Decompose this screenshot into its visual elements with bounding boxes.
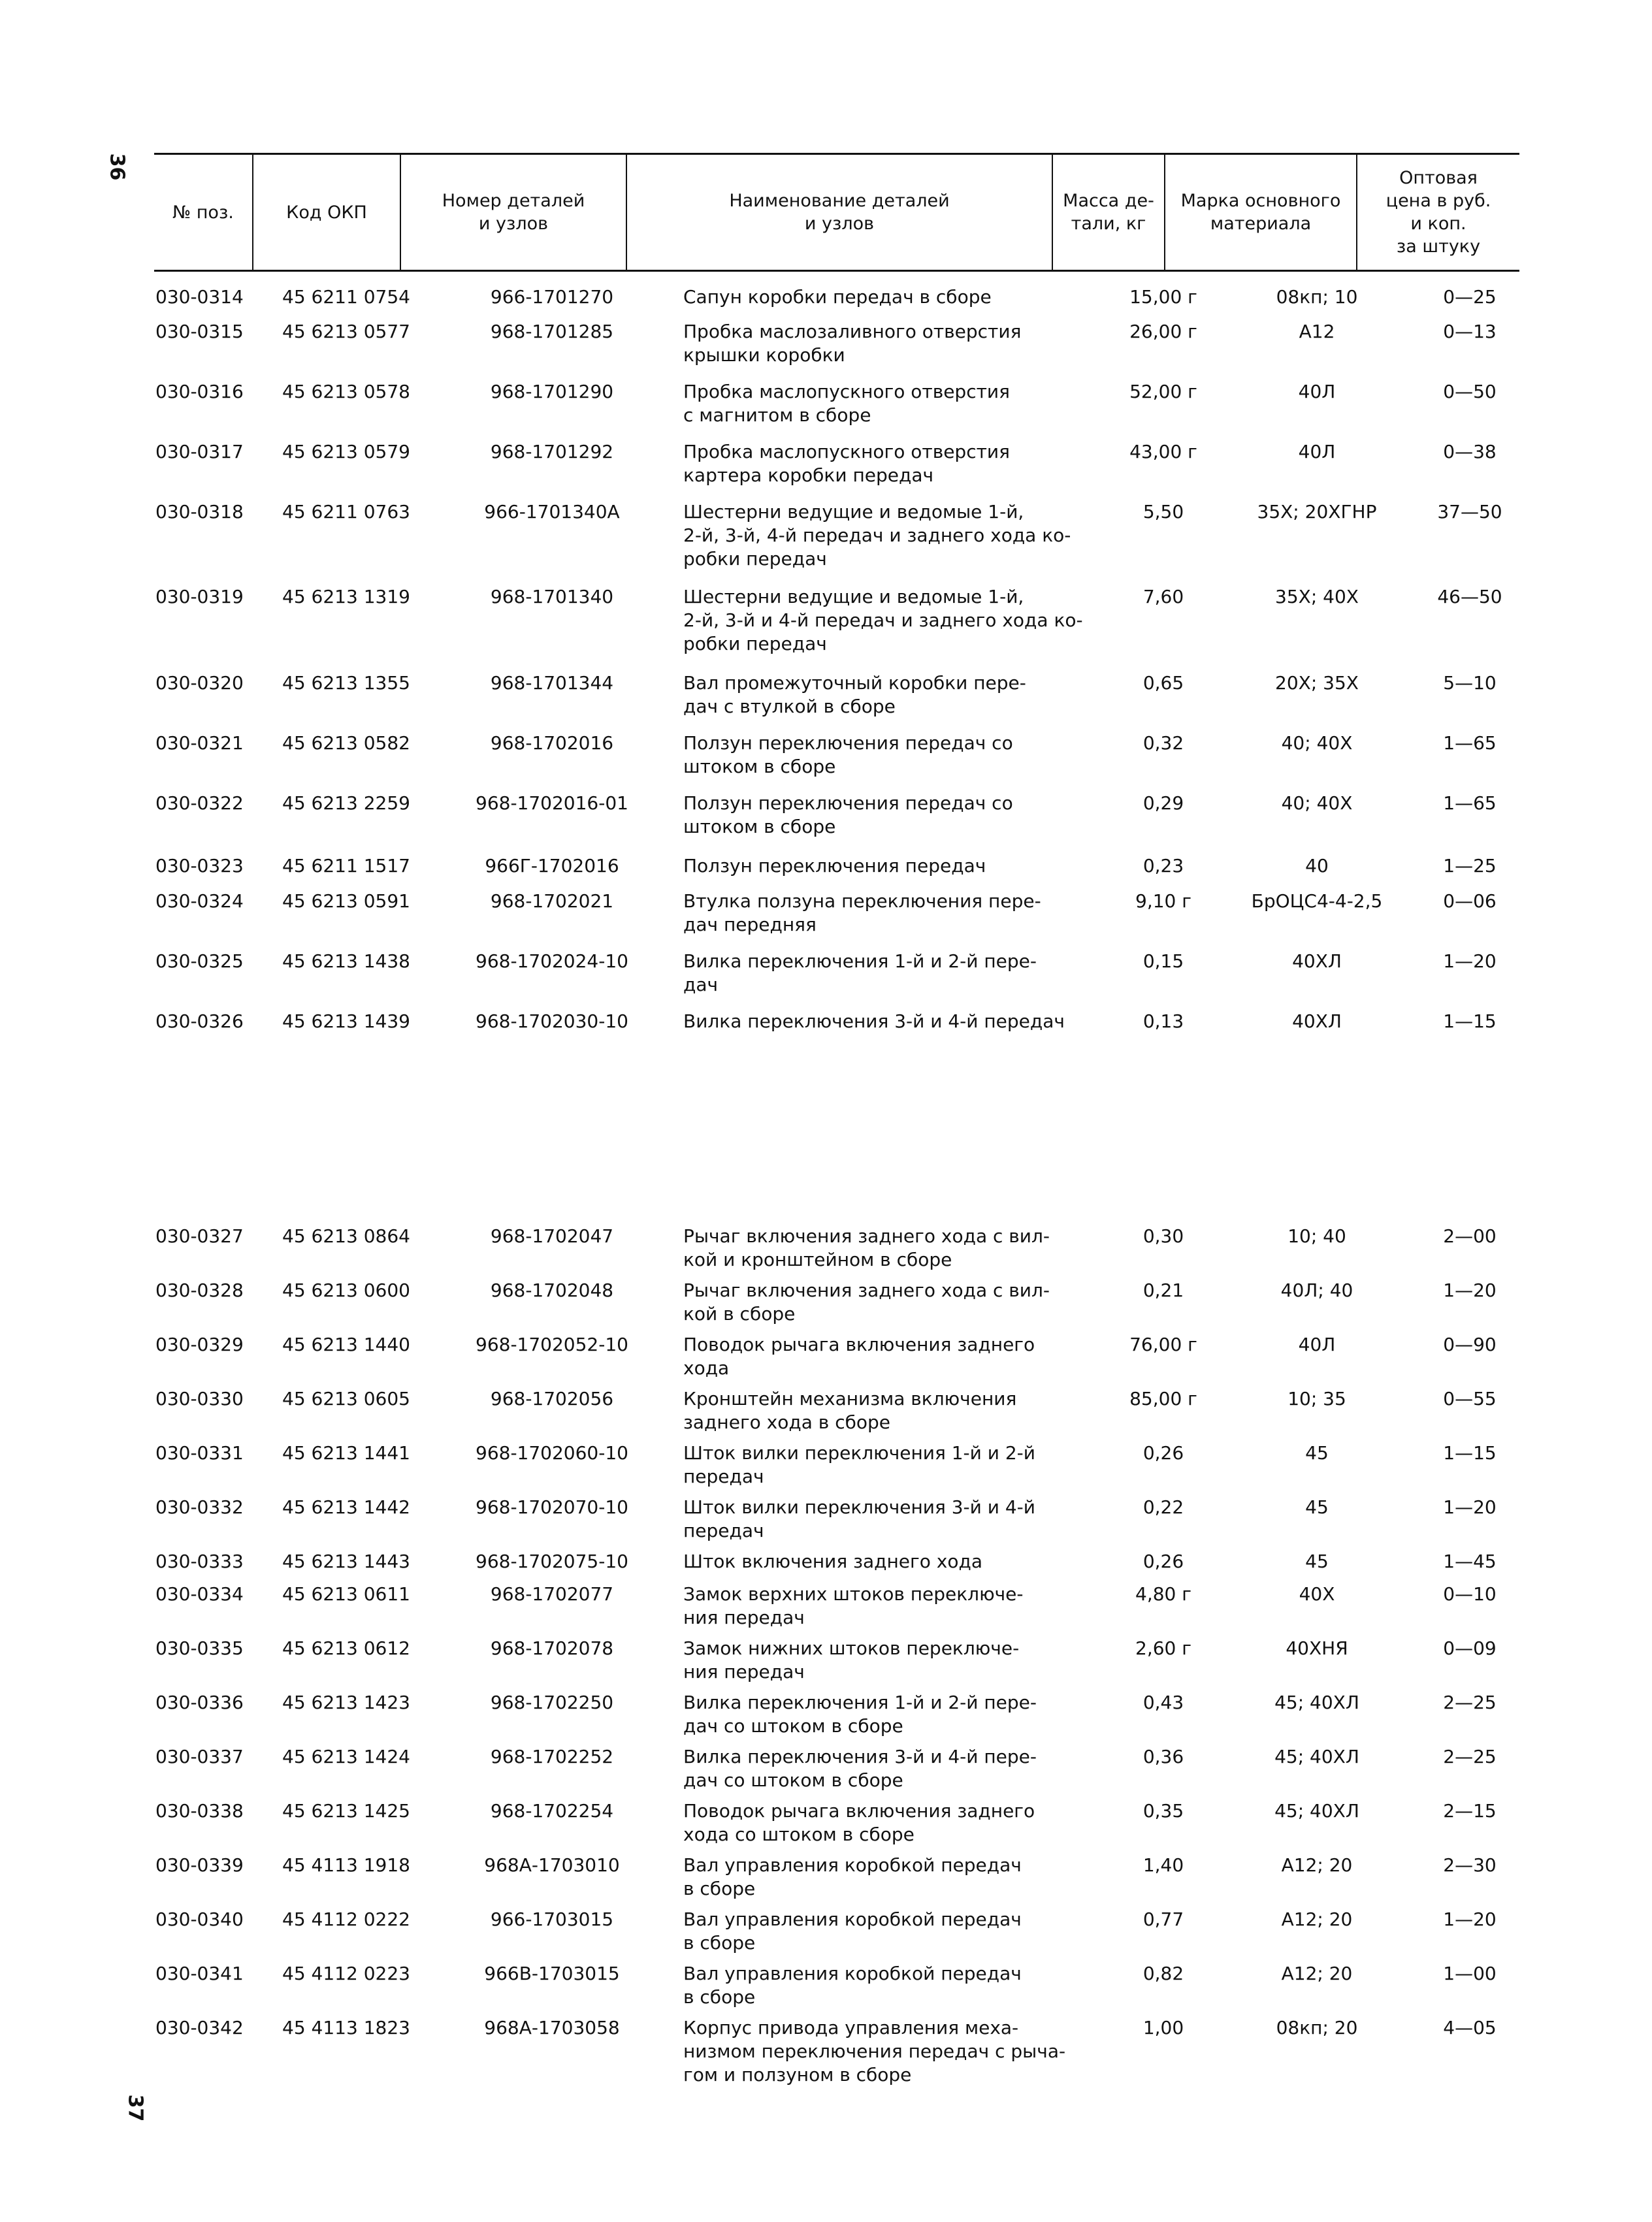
cell-material: 40 <box>1305 855 1329 877</box>
cell-price: 5—10 <box>1443 672 1497 694</box>
cell-mass: 0,32 <box>1142 732 1184 754</box>
cell-part-number: 968-1702250 <box>490 1692 614 1713</box>
cell-material: 40Л <box>1298 381 1336 402</box>
cell-material: А12; 20 <box>1281 1908 1353 1930</box>
cell-pos: 030-0314 <box>155 286 244 308</box>
cell-price: 0—10 <box>1443 1583 1497 1605</box>
cell-part-number: 968-1702016-01 <box>476 792 628 814</box>
cell-price: 1—45 <box>1443 1551 1497 1572</box>
cell-pos: 030-0329 <box>155 1334 244 1355</box>
cell-price: 0—25 <box>1443 286 1497 308</box>
cell-mass: 0,26 <box>1142 1442 1184 1464</box>
cell-part-name: Ползун переключения передач <box>683 855 986 877</box>
cell-part-name: Вал управления коробкой передач в сборе <box>683 1854 1022 1899</box>
cell-material: 45; 40ХЛ <box>1274 1746 1359 1767</box>
cell-part-name: Шестерни ведущие и ведомые 1-й, 2-й, 3-й, 4-й передач и заднего хода ко- робки передач <box>683 501 1071 570</box>
cell-material: 40Х <box>1299 1583 1335 1605</box>
cell-material: 40Л <box>1298 1334 1336 1355</box>
cell-mass: 0,43 <box>1142 1692 1184 1713</box>
cell-mass: 4,80 г <box>1135 1583 1191 1605</box>
cell-okp: 45 6213 0611 <box>282 1583 410 1605</box>
cell-material: 40; 40Х <box>1281 792 1353 814</box>
cell-part-name: Вал управления коробкой передач в сборе <box>683 1963 1022 2008</box>
cell-part-name: Ползун переключения передач со штоком в сборе <box>683 732 1013 777</box>
cell-pos: 030-0318 <box>155 501 244 523</box>
cell-price: 0—50 <box>1443 381 1497 402</box>
cell-part-number: 968-1702030-10 <box>476 1010 628 1032</box>
cell-okp: 45 6213 0612 <box>282 1637 410 1659</box>
cell-pos: 030-0323 <box>155 855 244 877</box>
header-price: Оптовая цена в руб. и коп. за штуку <box>1356 155 1519 270</box>
cell-material: 40ХНЯ <box>1286 1637 1348 1659</box>
cell-pos: 030-0339 <box>155 1854 244 1876</box>
cell-pos: 030-0322 <box>155 792 244 814</box>
cell-part-number: 968-1701340 <box>490 586 614 607</box>
cell-price: 2—25 <box>1443 1746 1497 1767</box>
cell-part-number: 968-1702048 <box>490 1280 614 1301</box>
cell-part-name: Сапун коробки передач в сборе <box>683 286 992 308</box>
cell-pos: 030-0324 <box>155 890 244 912</box>
cell-pos: 030-0342 <box>155 2017 244 2038</box>
cell-mass: 85,00 г <box>1129 1388 1197 1409</box>
cell-price: 0—09 <box>1443 1637 1497 1659</box>
cell-okp: 45 6211 1517 <box>282 855 410 877</box>
cell-okp: 45 6213 1439 <box>282 1010 410 1032</box>
cell-material: 08кп; 20 <box>1276 2017 1358 2038</box>
cell-part-number: 968-1702078 <box>490 1637 614 1659</box>
cell-okp: 45 6213 1424 <box>282 1746 410 1767</box>
cell-part-number: 968-1702070-10 <box>476 1496 628 1518</box>
cell-okp: 45 6213 1440 <box>282 1334 410 1355</box>
cell-mass: 0,30 <box>1142 1225 1184 1247</box>
cell-part-number: 966Г-1702016 <box>485 855 619 877</box>
cell-okp: 45 4112 0223 <box>282 1963 410 1984</box>
cell-okp: 45 6213 0577 <box>282 321 410 342</box>
cell-part-name: Корпус привода управления меха- низмом переключения передач с рыча- гом и ползуном в сборе <box>683 2017 1066 2085</box>
cell-material: 40; 40Х <box>1281 732 1353 754</box>
cell-price: 0—38 <box>1443 441 1497 462</box>
cell-part-name: Замок верхних штоков переключе- ния передач <box>683 1583 1024 1628</box>
cell-material: 35Х; 40Х <box>1275 586 1359 607</box>
cell-price: 0—55 <box>1443 1388 1497 1409</box>
cell-part-name: Рычаг включения заднего хода с вил- кой в сборе <box>683 1280 1050 1325</box>
cell-part-name: Шток вилки переключения 1-й и 2-й передач <box>683 1442 1035 1487</box>
cell-part-name: Кронштейн механизма включения заднего хода в сборе <box>683 1388 1017 1433</box>
cell-okp: 45 6213 1442 <box>282 1496 410 1518</box>
cell-okp: 45 6213 1438 <box>282 950 410 972</box>
header-part-number: Номер деталей и узлов <box>400 155 626 270</box>
cell-mass: 0,82 <box>1142 1963 1184 1984</box>
cell-pos: 030-0326 <box>155 1010 244 1032</box>
cell-okp: 45 6211 0754 <box>282 286 410 308</box>
cell-okp: 45 6213 0591 <box>282 890 410 912</box>
cell-mass: 0,36 <box>1142 1746 1184 1767</box>
cell-mass: 0,77 <box>1142 1908 1184 1930</box>
cell-okp: 45 4113 1823 <box>282 2017 410 2038</box>
cell-material: 20Х; 35Х <box>1275 672 1359 694</box>
cell-part-number: 968А-1703058 <box>484 2017 620 2038</box>
cell-price: 1—20 <box>1443 1908 1497 1930</box>
cell-pos: 030-0335 <box>155 1637 244 1659</box>
cell-okp: 45 6213 1441 <box>282 1442 410 1464</box>
cell-okp: 45 6213 1423 <box>282 1692 410 1713</box>
cell-part-number: 968А-1703010 <box>484 1854 620 1876</box>
cell-part-name: Шестерни ведущие и ведомые 1-й, 2-й, 3-й и 4-й передач и заднего хода ко- робки передач <box>683 586 1083 654</box>
header-pos: № поз. <box>172 202 234 223</box>
page-number-top: 36 <box>105 153 129 181</box>
cell-material: А12; 20 <box>1281 1854 1353 1876</box>
cell-pos: 030-0321 <box>155 732 244 754</box>
cell-price: 1—00 <box>1443 1963 1497 1984</box>
cell-price: 4—05 <box>1443 2017 1497 2038</box>
cell-pos: 030-0337 <box>155 1746 244 1767</box>
cell-okp: 45 6213 0578 <box>282 381 410 402</box>
cell-price: 1—25 <box>1443 855 1497 877</box>
cell-part-number: 966-1703015 <box>490 1908 614 1930</box>
cell-material: А12; 20 <box>1281 1963 1353 1984</box>
cell-part-name: Рычаг включения заднего хода с вил- кой и кронштейном в сборе <box>683 1225 1050 1270</box>
cell-material: БрОЦС4-4-2,5 <box>1251 890 1383 912</box>
cell-mass: 0,13 <box>1142 1010 1184 1032</box>
cell-okp: 45 6211 0763 <box>282 501 410 523</box>
cell-mass: 1,40 <box>1142 1854 1184 1876</box>
header-material: Марка основного материала <box>1164 155 1356 270</box>
cell-material: 10; 35 <box>1288 1388 1346 1409</box>
cell-part-name: Шток включения заднего хода <box>683 1551 982 1572</box>
cell-mass: 0,29 <box>1142 792 1184 814</box>
cell-okp: 45 6213 2259 <box>282 792 410 814</box>
cell-material: 40ХЛ <box>1292 1010 1342 1032</box>
cell-mass: 26,00 г <box>1129 321 1197 342</box>
page-number-bottom: 37 <box>123 2094 147 2122</box>
cell-pos: 030-0317 <box>155 441 244 462</box>
cell-part-name: Вилка переключения 1-й и 2-й пере- дач <box>683 950 1037 995</box>
cell-pos: 030-0340 <box>155 1908 244 1930</box>
cell-part-number: 968-1702254 <box>490 1800 614 1822</box>
cell-part-number: 968-1701285 <box>490 321 614 342</box>
cell-price: 2—00 <box>1443 1225 1497 1247</box>
cell-mass: 2,60 г <box>1135 1637 1191 1659</box>
cell-okp: 45 6213 1319 <box>282 586 410 607</box>
cell-price: 2—30 <box>1443 1854 1497 1876</box>
cell-part-number: 968-1702252 <box>490 1746 614 1767</box>
cell-part-number: 968-1702021 <box>490 890 614 912</box>
cell-material: 45 <box>1305 1496 1329 1518</box>
header-part-name: Наименование деталей и узлов <box>626 155 1052 270</box>
cell-okp: 45 4112 0222 <box>282 1908 410 1930</box>
cell-part-name: Поводок рычага включения заднего хода <box>683 1334 1035 1379</box>
cell-part-name: Вал промежуточный коробки пере- дач с втулкой в сборе <box>683 672 1026 717</box>
cell-pos: 030-0341 <box>155 1963 244 1984</box>
cell-mass: 43,00 г <box>1129 441 1197 462</box>
cell-mass: 0,22 <box>1142 1496 1184 1518</box>
cell-material: 40Л; 40 <box>1280 1280 1353 1301</box>
cell-mass: 0,21 <box>1142 1280 1184 1301</box>
cell-mass: 0,26 <box>1142 1551 1184 1572</box>
cell-pos: 030-0327 <box>155 1225 244 1247</box>
cell-part-name: Пробка маслопускного отверстия с магнитом в сборе <box>683 381 1010 426</box>
cell-part-number: 968-1702047 <box>490 1225 614 1247</box>
cell-pos: 030-0334 <box>155 1583 244 1605</box>
cell-okp: 45 6213 1443 <box>282 1551 410 1572</box>
cell-mass: 0,35 <box>1142 1800 1184 1822</box>
cell-price: 0—90 <box>1443 1334 1497 1355</box>
cell-okp: 45 6213 0582 <box>282 732 410 754</box>
cell-price: 1—20 <box>1443 1280 1497 1301</box>
cell-price: 1—15 <box>1443 1010 1497 1032</box>
cell-price: 1—65 <box>1443 732 1497 754</box>
cell-mass: 0,23 <box>1142 855 1184 877</box>
cell-part-number: 968-1701344 <box>490 672 614 694</box>
cell-price: 2—25 <box>1443 1692 1497 1713</box>
cell-price: 37—50 <box>1437 501 1502 523</box>
cell-mass: 7,60 <box>1142 586 1184 607</box>
table-header <box>154 153 1519 272</box>
cell-part-name: Поводок рычага включения заднего хода со штоком в сборе <box>683 1800 1035 1845</box>
cell-part-name: Втулка ползуна переключения пере- дач передняя <box>683 890 1041 935</box>
cell-pos: 030-0325 <box>155 950 244 972</box>
cell-part-name: Ползун переключения передач со штоком в сборе <box>683 792 1013 837</box>
cell-price: 1—15 <box>1443 1442 1497 1464</box>
cell-pos: 030-0332 <box>155 1496 244 1518</box>
cell-material: 45; 40ХЛ <box>1274 1800 1359 1822</box>
cell-okp: 45 6213 0600 <box>282 1280 410 1301</box>
cell-price: 0—13 <box>1443 321 1497 342</box>
cell-okp: 45 4113 1918 <box>282 1854 410 1876</box>
cell-pos: 030-0315 <box>155 321 244 342</box>
cell-mass: 0,65 <box>1142 672 1184 694</box>
cell-part-number: 968-1701290 <box>490 381 614 402</box>
cell-mass: 5,50 <box>1142 501 1184 523</box>
cell-material: 08кп; 10 <box>1276 286 1358 308</box>
cell-part-name: Пробка маслозаливного отверстия крышки коробки <box>683 321 1022 366</box>
cell-okp: 45 6213 1425 <box>282 1800 410 1822</box>
cell-price: 1—20 <box>1443 950 1497 972</box>
cell-pos: 030-0330 <box>155 1388 244 1409</box>
cell-mass: 52,00 г <box>1129 381 1197 402</box>
cell-material: 45 <box>1305 1551 1329 1572</box>
cell-mass: 1,00 <box>1142 2017 1184 2038</box>
cell-okp: 45 6213 0579 <box>282 441 410 462</box>
cell-part-name: Вал управления коробкой передач в сборе <box>683 1908 1022 1954</box>
cell-part-name: Вилка переключения 3-й и 4-й передач <box>683 1010 1065 1032</box>
cell-pos: 030-0338 <box>155 1800 244 1822</box>
cell-part-number: 968-1702024-10 <box>476 950 628 972</box>
cell-material: 45 <box>1305 1442 1329 1464</box>
cell-part-number: 968-1701292 <box>490 441 614 462</box>
cell-part-number: 966-1701270 <box>490 286 614 308</box>
cell-okp: 45 6213 1355 <box>282 672 410 694</box>
cell-material: А12 <box>1299 321 1335 342</box>
cell-part-name: Пробка маслопускного отверстия картера коробки передач <box>683 441 1010 486</box>
cell-part-number: 968-1702052-10 <box>476 1334 628 1355</box>
cell-price: 1—65 <box>1443 792 1497 814</box>
cell-part-number: 966В-1703015 <box>484 1963 620 1984</box>
cell-pos: 030-0316 <box>155 381 244 402</box>
cell-material: 40Л <box>1298 441 1336 462</box>
cell-mass: 9,10 г <box>1135 890 1191 912</box>
cell-part-name: Замок нижних штоков переключе- ния передач <box>683 1637 1020 1683</box>
cell-material: 35Х; 20ХГНР <box>1257 501 1377 523</box>
header-mass: Масса де- тали, кг <box>1052 155 1164 270</box>
cell-part-name: Шток вилки переключения 3-й и 4-й передач <box>683 1496 1035 1541</box>
cell-part-number: 968-1702016 <box>490 732 614 754</box>
cell-part-number: 966-1701340А <box>484 501 620 523</box>
header-okp: Код ОКП <box>252 155 400 270</box>
cell-part-number: 968-1702060-10 <box>476 1442 628 1464</box>
cell-mass: 15,00 г <box>1129 286 1197 308</box>
cell-okp: 45 6213 0605 <box>282 1388 410 1409</box>
cell-price: 46—50 <box>1437 586 1502 607</box>
cell-price: 0—06 <box>1443 890 1497 912</box>
cell-part-number: 968-1702075-10 <box>476 1551 628 1572</box>
cell-pos: 030-0320 <box>155 672 244 694</box>
cell-part-name: Вилка переключения 1-й и 2-й пере- дач со штоком в сборе <box>683 1692 1037 1737</box>
cell-part-name: Вилка переключения 3-й и 4-й пере- дач со штоком в сборе <box>683 1746 1037 1791</box>
cell-part-number: 968-1702077 <box>490 1583 614 1605</box>
cell-price: 1—20 <box>1443 1496 1497 1518</box>
cell-material: 10; 40 <box>1288 1225 1346 1247</box>
cell-okp: 45 6213 0864 <box>282 1225 410 1247</box>
cell-pos: 030-0336 <box>155 1692 244 1713</box>
cell-pos: 030-0319 <box>155 586 244 607</box>
cell-mass: 0,15 <box>1142 950 1184 972</box>
cell-pos: 030-0331 <box>155 1442 244 1464</box>
cell-pos: 030-0333 <box>155 1551 244 1572</box>
cell-pos: 030-0328 <box>155 1280 244 1301</box>
cell-price: 2—15 <box>1443 1800 1497 1822</box>
cell-material: 40ХЛ <box>1292 950 1342 972</box>
cell-material: 45; 40ХЛ <box>1274 1692 1359 1713</box>
cell-mass: 76,00 г <box>1129 1334 1197 1355</box>
cell-part-number: 968-1702056 <box>490 1388 614 1409</box>
